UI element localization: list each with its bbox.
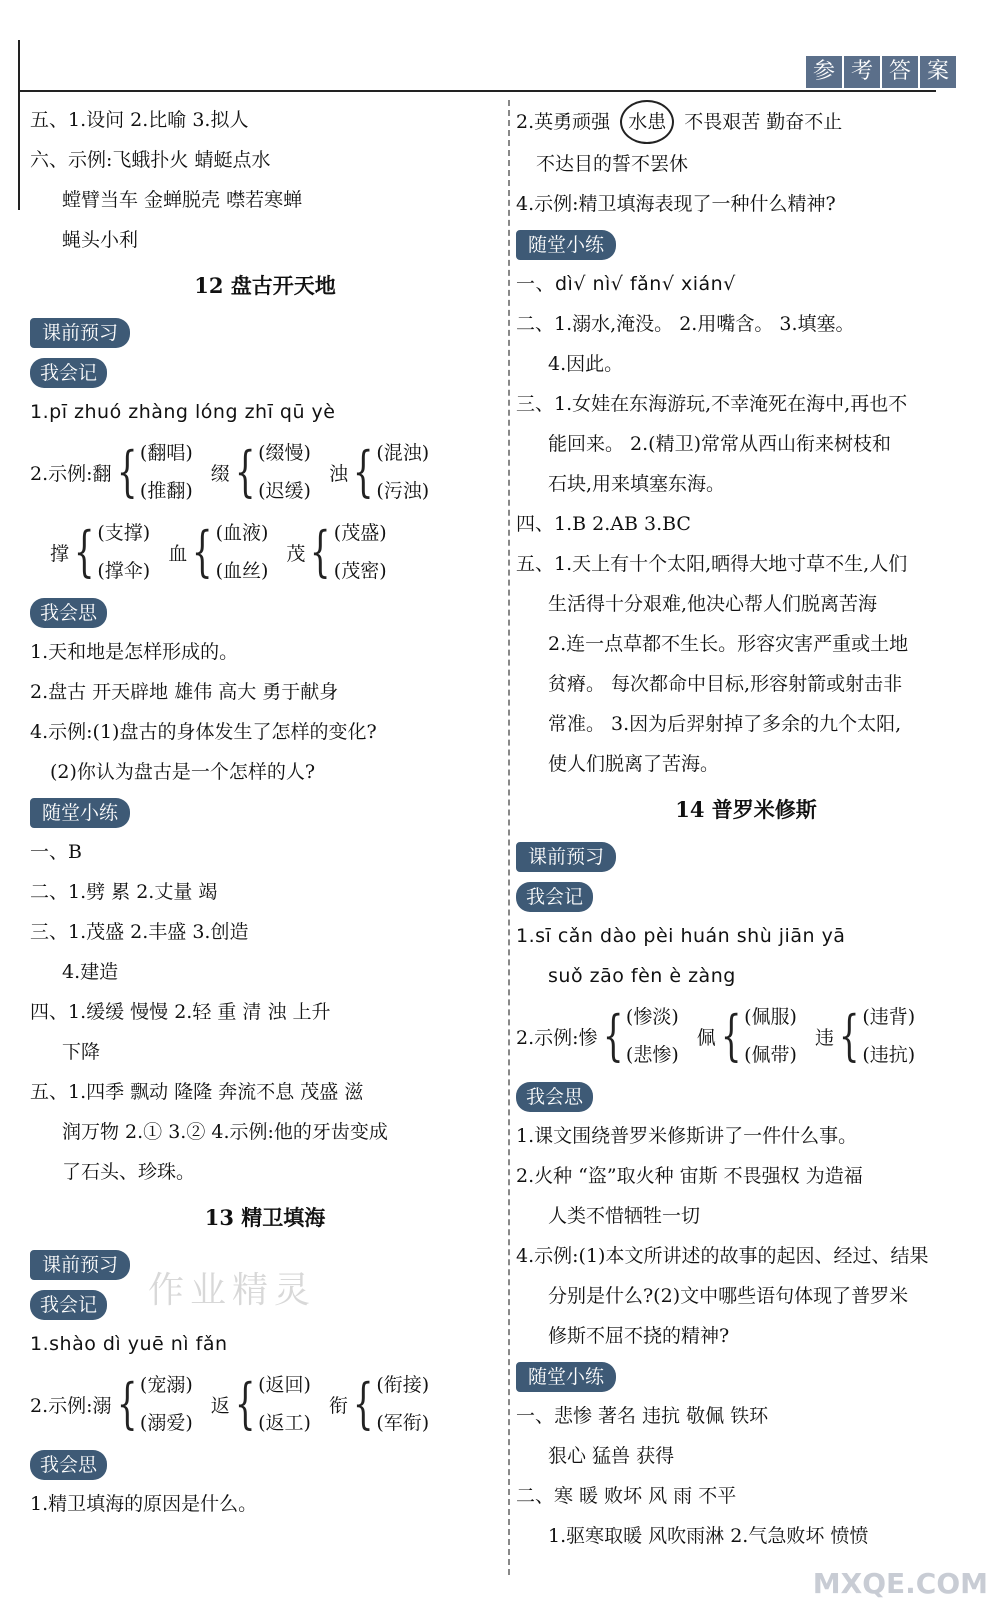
brace-icon: {: [602, 1004, 624, 1067]
group-word: (惨淡): [625, 1006, 679, 1028]
site-logo: MXQE.COM: [812, 1567, 988, 1600]
row-lead: 2.示例:: [516, 1026, 579, 1049]
word-group-row: [30, 1364, 500, 1444]
section-badge: 我会思: [516, 1082, 593, 1112]
section-badge: 课前预习: [30, 318, 130, 348]
banner-char: 考: [844, 56, 880, 88]
section-badge: 我会记: [30, 358, 107, 388]
group-word: (污浊): [376, 480, 430, 502]
lesson-title: 13 精卫填海: [204, 1205, 326, 1230]
answer-line: 蝇头小利: [62, 229, 139, 251]
answer-line: 2.火种 “盗”取火种 宙斯 不畏强权 为造福: [516, 1165, 863, 1187]
answer-line: 生活得十分艰难,他决心帮人们脱离苦海: [548, 593, 878, 615]
group-word: (佩带): [744, 1044, 797, 1066]
group-char: 血: [168, 542, 188, 565]
group-word: (违抗): [862, 1044, 916, 1066]
answer-line: (2)你认为盘古是一个怎样的人?: [50, 761, 316, 783]
brace-icon: {: [73, 520, 95, 583]
pinyin-line: 1.shào dì yuē nì fǎn: [30, 1333, 228, 1355]
banner-char: 答: [882, 56, 918, 88]
group-word: (茂盛): [333, 522, 387, 544]
group-char: 返: [210, 1394, 230, 1417]
answer-line: 4.建造: [62, 961, 119, 983]
answer-line: 了石头、珍珠。: [62, 1161, 196, 1183]
group-word: (血丝): [215, 560, 269, 582]
word-group: [329, 1366, 429, 1442]
answer-line: 润万物 2.① 3.② 4.示例:他的牙齿变成: [62, 1121, 388, 1143]
group-char: 缀: [210, 462, 230, 485]
word-group-row: [30, 512, 500, 592]
group-word: (衔接): [376, 1374, 430, 1396]
answer-text: 2.英勇顽强: [516, 111, 611, 133]
answer-line: 贫瘠。 每次都命中目标,形容射箭或射击非: [548, 673, 903, 695]
word-group-row: [30, 432, 500, 512]
answer-line: 1.精卫填海的原因是什么。: [30, 1493, 258, 1515]
word-group: [168, 514, 268, 590]
answer-line: 常准。 3.因为后羿射掉了多余的九个太阳,: [548, 713, 902, 735]
group-char: 违: [814, 1026, 834, 1049]
group-word: (违背): [862, 1006, 916, 1028]
group-word: (缀慢): [258, 442, 311, 464]
answer-line: 人类不惜牺牲一切: [548, 1205, 701, 1227]
answer-line: 螳臂当车 金蝉脱壳 噤若寒蝉: [62, 189, 303, 211]
word-group: [211, 1366, 311, 1442]
word-group: [93, 434, 193, 510]
answer-line: 4.示例:(1)盘古的身体发生了怎样的变化?: [30, 721, 377, 743]
answer-line: 三、1.女娃在东海游玩,不幸淹死在海中,再也不: [516, 393, 908, 415]
header-rule: [18, 90, 936, 92]
circled-answer: 水患: [620, 100, 674, 144]
brace-icon: {: [352, 440, 374, 503]
word-group: [697, 998, 797, 1074]
answer-line: 4.示例:(1)本文所讲述的故事的起因、经过、结果: [516, 1245, 929, 1267]
section-badge: 课前预习: [30, 1250, 130, 1280]
answer-line: 六、示例:飞蛾扑火 蜻蜓点水: [30, 149, 271, 171]
word-group: [329, 434, 429, 510]
header-banner: [804, 56, 956, 88]
answer-line: 三、1.茂盛 2.丰盛 3.创造: [30, 921, 249, 943]
group-word: (混浊): [376, 442, 430, 464]
group-word: (推翻): [139, 480, 193, 502]
word-group-row: [516, 996, 976, 1076]
lesson-title: 12 盘古开天地: [194, 273, 336, 298]
section-badge: 我会思: [30, 598, 107, 628]
corner-line: [18, 40, 20, 210]
answer-line: 能回来。 2.(精卫)常常从西山衔来树枝和: [548, 433, 891, 455]
answer-text: 不畏艰苦 勤奋不止: [684, 111, 843, 133]
group-word: (宠溺): [139, 1374, 193, 1396]
word-group: [286, 514, 386, 590]
word-group: [50, 514, 150, 590]
section-badge: 随堂小练: [30, 798, 130, 828]
lesson-title: 14 普罗米修斯: [675, 797, 817, 822]
answer-line: 修斯不屈不挠的精神?: [548, 1325, 730, 1347]
answer-line: 二、1.溺水,淹没。 2.用嘴含。 3.填塞。: [516, 313, 855, 335]
group-char: 撑: [50, 542, 70, 565]
group-char: 浊: [328, 462, 348, 485]
answer-line: 下降: [62, 1041, 101, 1063]
answer-line: 狠心 猛兽 获得: [548, 1445, 675, 1467]
group-word: (迟缓): [258, 480, 311, 502]
answer-line: 一、悲惨 著名 违抗 敬佩 铁环: [516, 1405, 769, 1427]
word-group: [815, 998, 915, 1074]
brace-icon: {: [234, 440, 256, 503]
word-group: [579, 998, 679, 1074]
section-badge: 随堂小练: [516, 1362, 616, 1392]
word-group: [93, 1366, 193, 1442]
group-char: 茂: [286, 542, 306, 565]
watermark: 作业精灵: [148, 1270, 317, 1311]
row-lead: 2.示例:: [30, 1394, 93, 1417]
answer-line: 4.示例:精卫填海表现了一种什么精神?: [516, 193, 836, 215]
banner-char: 参: [806, 56, 842, 88]
answer-line: 2.盘古 开天辟地 雄伟 高大 勇于献身: [30, 681, 339, 703]
brace-icon: {: [192, 520, 213, 583]
answer-line: 2.连一点草都不生长。形容灾害严重或土地: [548, 633, 909, 655]
answer-line: 四、1.B 2.AB 3.BC: [516, 513, 691, 535]
answer-line: 1.驱寒取暖 风吹雨淋 2.气急败坏 愤愤: [548, 1525, 869, 1547]
brace-icon: {: [234, 1372, 256, 1435]
answer-line: 不达目的誓不罢休: [536, 153, 689, 175]
answer-line: 五、1.天上有十个太阳,晒得大地寸草不生,人们: [516, 553, 908, 575]
answer-line: 分别是什么?(2)文中哪些语句体现了普罗米: [548, 1285, 909, 1307]
answer-line: 二、1.劈 累 2.丈量 竭: [30, 881, 218, 903]
group-word: (血液): [215, 522, 269, 544]
group-word: (溺爱): [139, 1412, 193, 1434]
brace-icon: {: [310, 520, 331, 583]
right-column: [516, 100, 976, 1556]
section-badge: 我会记: [516, 882, 593, 912]
group-char: 翻: [92, 462, 112, 485]
answer-line: 一、B: [30, 841, 82, 863]
row-lead: 2.示例:: [30, 462, 93, 485]
word-group: [211, 434, 311, 510]
section-badge: 我会记: [30, 1290, 107, 1320]
group-word: (军衔): [376, 1412, 430, 1434]
pinyin-line: suǒ zāo fèn è zàng: [548, 965, 736, 987]
brace-icon: {: [116, 440, 138, 503]
banner-char: 案: [920, 56, 956, 88]
group-char: 溺: [92, 1394, 112, 1417]
pinyin-line: 1.pī zhuó zhàng lóng zhī qū yè: [30, 401, 336, 423]
group-char: 衔: [328, 1394, 348, 1417]
answer-line: 1.课文围绕普罗米修斯讲了一件什么事。: [516, 1125, 858, 1147]
answer-line: 4.因此。: [548, 353, 624, 375]
group-word: (茂密): [333, 560, 387, 582]
answer-line: 五、1.设问 2.比喻 3.拟人: [30, 109, 249, 131]
pinyin-line: 1.sī cǎn dào pèi huán shù jiān yā: [516, 925, 846, 947]
brace-icon: {: [352, 1372, 374, 1435]
group-char: 惨: [578, 1026, 598, 1049]
brace-icon: {: [720, 1004, 742, 1067]
brace-icon: {: [116, 1372, 138, 1435]
group-word: (佩服): [744, 1006, 797, 1028]
group-word: (悲惨): [625, 1044, 679, 1066]
column-divider: [508, 100, 510, 1575]
answer-line: 二、寒 暖 败坏 风 雨 不平: [516, 1485, 737, 1507]
section-badge: 我会思: [30, 1450, 107, 1480]
answer-line: 五、1.四季 飘动 隆隆 奔流不息 茂盛 滋: [30, 1081, 364, 1103]
answer-line: 1.天和地是怎样形成的。: [30, 641, 239, 663]
group-word: (返工): [258, 1412, 311, 1434]
group-word: (返回): [258, 1374, 311, 1396]
answer-line: 使人们脱离了苦海。: [548, 753, 720, 775]
answer-line: 四、1.缓缓 慢慢 2.轻 重 清 浊 上升: [30, 1001, 331, 1023]
answer-line: 一、dì√ nì√ fǎn√ xián√: [516, 273, 736, 295]
group-word: (翻唱): [139, 442, 193, 464]
group-word: (支撑): [97, 522, 151, 544]
brace-icon: {: [838, 1004, 860, 1067]
section-badge: 随堂小练: [516, 230, 616, 260]
answer-line: 石块,用来填塞东海。: [548, 473, 726, 495]
section-badge: 课前预习: [516, 842, 616, 872]
group-char: 佩: [696, 1026, 716, 1049]
group-word: (撑伞): [97, 560, 151, 582]
answer-line: [516, 100, 976, 144]
